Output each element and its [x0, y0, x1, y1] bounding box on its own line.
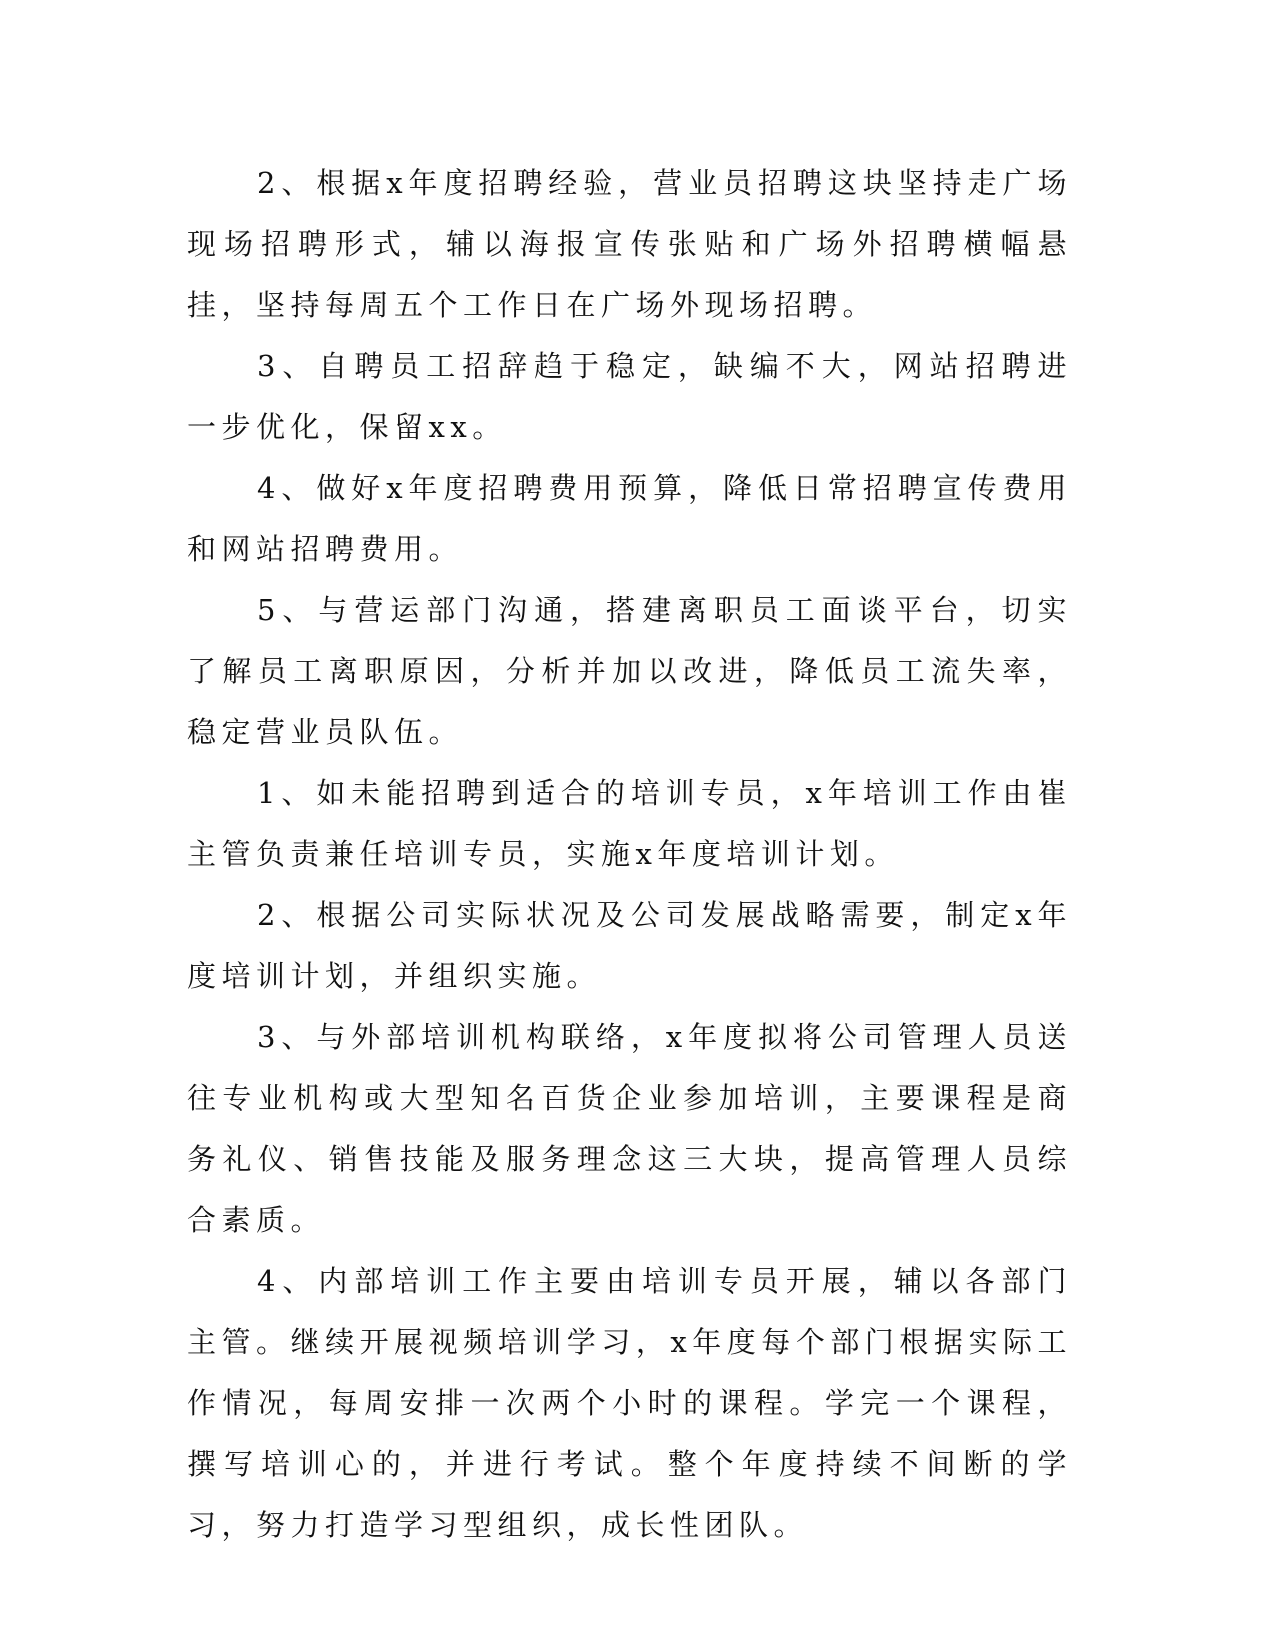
paragraph: 4、做好x年度招聘费用预算，降低日常招聘宣传费用和网站招聘费用。: [187, 471, 1072, 566]
paragraph: 1、如未能招聘到适合的培训专员，x年培训工作由崔主管负责兼任培训专员，实施x年度培训计划。: [187, 776, 1072, 871]
paragraph: 2、根据x年度招聘经验，营业员招聘这块坚持走广场现场招聘形式，辅以海报宣传张贴和广场外招聘横幅悬挂，坚持每周五个工作日在广场外现场招聘。: [187, 166, 1072, 322]
paragraph: 3、自聘员工招辞趋于稳定，缺编不大，网站招聘进一步优化，保留xx。: [187, 349, 1072, 444]
document-body: [187, 153, 1072, 1556]
paragraph: 2、根据公司实际状况及公司发展战略需要，制定x年度培训计划，并组织实施。: [187, 898, 1072, 993]
paragraph: 3、与外部培训机构联络，x年度拟将公司管理人员送往专业机构或大型知名百货企业参加培训，主要课程是商务礼仪、销售技能及服务理念这三大块，提高管理人员综合素质。: [187, 1020, 1072, 1237]
paragraph: 4、内部培训工作主要由培训专员开展，辅以各部门主管。继续开展视频培训学习，x年度每个部门根据实际工作情况，每周安排一次两个小时的课程。学完一个课程，撰写培训心的，并进行考试。整个年度持续不间断的学习，努力打造学习型组织，成长性团队。: [187, 1264, 1072, 1542]
paragraph: 5、与营运部门沟通，搭建离职员工面谈平台，切实了解员工离职原因，分析并加以改进，降低员工流失率，稳定营业员队伍。: [187, 593, 1072, 749]
